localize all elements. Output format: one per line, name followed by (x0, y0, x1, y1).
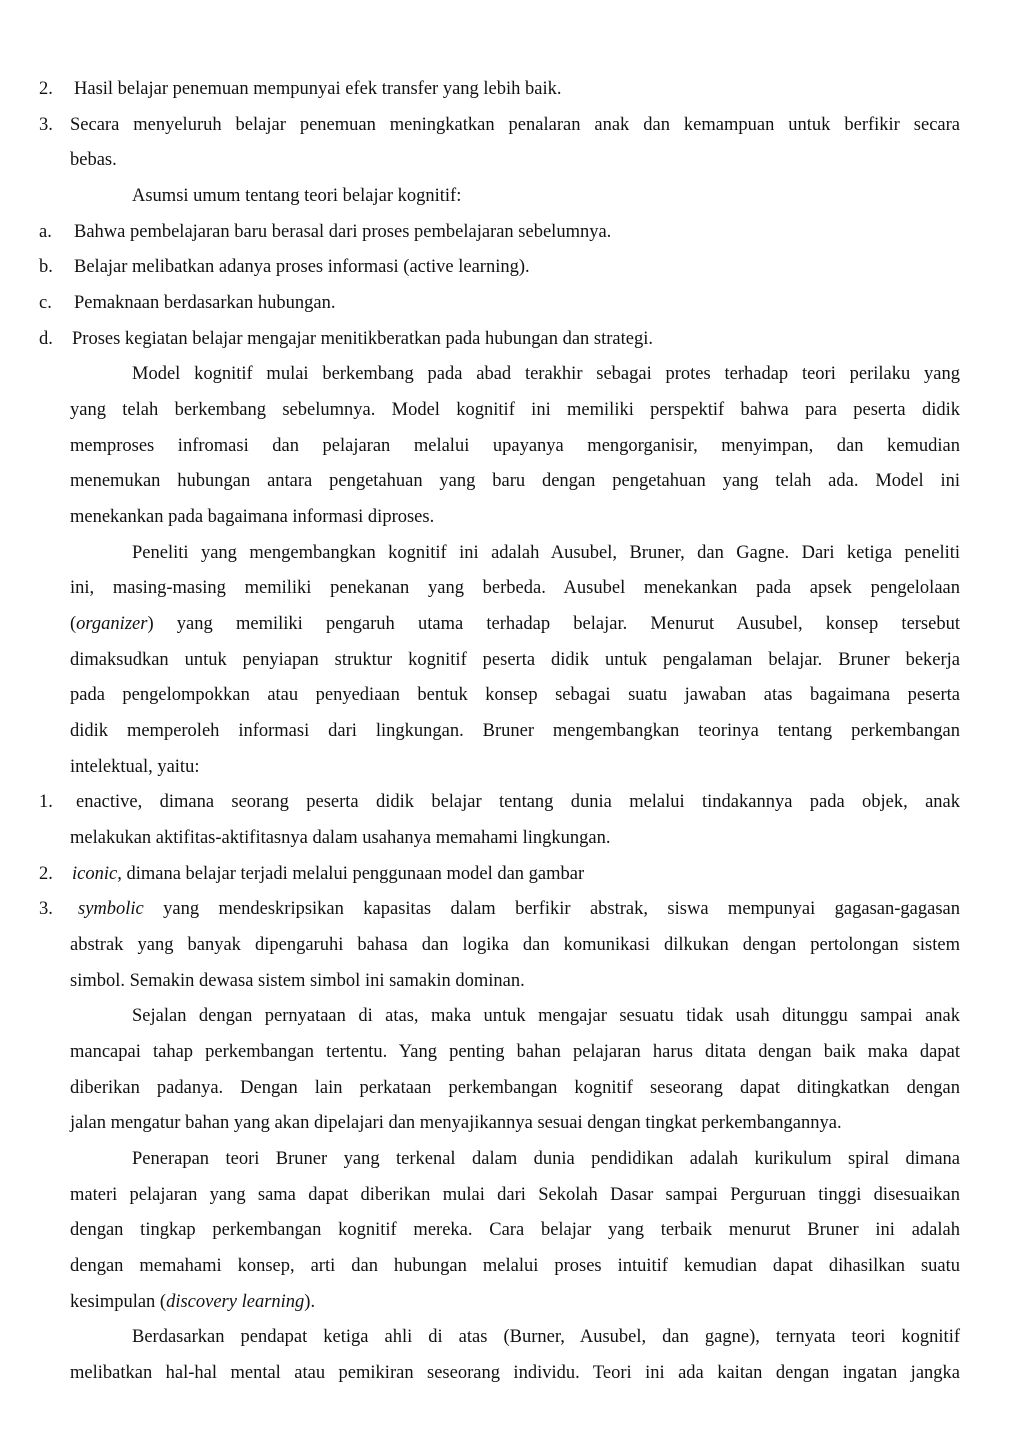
list-number: 2. (39, 79, 53, 99)
list-item-text: Pemaknaan berdasarkan hubungan. (74, 293, 336, 313)
list-item-text: Proses kegiatan belajar mengajar menitikberatkan pada hubungan dan strategi. (72, 329, 653, 349)
list-item-text: Belajar melibatkan adanya proses informasi (active learning). (74, 257, 530, 277)
paragraph-line: pada pengelompokkan atau penyediaan bentuk konsep sebagai suatu jawaban atas bagaimana peserta (70, 685, 960, 705)
list-number: 3. (39, 899, 53, 919)
paragraph-line: yang telah berkembang sebelumnya. Model kognitif ini memiliki perspektif bahwa para peserta didik (70, 400, 960, 420)
paragraph-line: menekankan pada bagaimana informasi diproses. (70, 507, 435, 527)
paragraph-line: Sejalan dengan pernyataan di atas, maka untuk mengajar sesuatu tidak usah ditunggu sampai anak (132, 1006, 960, 1026)
italic-term: discovery learning (166, 1292, 305, 1312)
italic-term: iconic, (72, 864, 122, 884)
list-item-text (72, 857, 962, 893)
paragraph-line: ini, masing-masing memiliki penekanan yang berbeda. Ausubel menekankan pada apsek pengelolaan (70, 578, 960, 598)
paragraph-line: Penerapan teori Bruner yang terkenal dalam dunia pendidikan adalah kurikulum spiral dimana (132, 1149, 960, 1169)
list-item-text: Bahwa pembelajaran baru berasal dari proses pembelajaran sebelumnya. (74, 222, 612, 242)
paragraph-text: ). (304, 1292, 316, 1312)
paragraph-line: materi pelajaran yang sama dapat diberikan mulai dari Sekolah Dasar sampai Perguruan tinggi disesuaikan (70, 1185, 960, 1205)
list-letter: b. (39, 257, 53, 277)
section-heading: Asumsi umum tentang teori belajar kognitif: (132, 186, 462, 206)
paragraph-line: diberikan padanya. Dengan lain perkataan perkembangan kognitif seseorang dapat ditingkatkan dengan (70, 1078, 960, 1098)
paragraph-text: kesimpulan ( (70, 1292, 167, 1312)
list-item-text: Secara menyeluruh belajar penemuan meningkatkan penalaran anak dan kemampuan untuk berfikir secara (70, 115, 960, 135)
paragraph-line: Peneliti yang mengembangkan kognitif ini adalah Ausubel, Bruner, dan Gagne. Dari ketiga peneliti (132, 543, 960, 563)
list-letter: d. (39, 329, 53, 349)
paragraph-line: melibatkan hal-hal mental atau pemikiran seseorang individu. Teori ini ada kaitan dengan ingatan jangka (70, 1363, 960, 1383)
paragraph-text: ) yang memiliki pengaruh utama terhadap belajar. Menurut Ausubel, konsep tersebut (147, 614, 960, 634)
list-item-text: abstrak yang banyak dipengaruhi bahasa dan logika dan komunikasi dilkukan dengan pertolongan sistem (70, 935, 960, 955)
list-item-text: melakukan aktifitas-aktifitasnya dalam usahanya memahami lingkungan. (70, 828, 611, 848)
list-number: 1. (39, 792, 53, 812)
list-item-text (76, 785, 960, 821)
italic-term: organizer (76, 614, 148, 634)
paragraph-line: mancapai tahap perkembangan tertentu. Yang penting bahan pelajaran harus ditata dengan baik maka dapat (70, 1042, 960, 1062)
italic-term: symbolic (78, 899, 144, 919)
paragraph-line: jalan mengatur bahan yang akan dipelajari dan menyajikannya sesuai dengan tingkat perkembangannya. (70, 1113, 842, 1133)
paragraph-line: menemukan hubungan antara pengetahuan yang baru dengan pengetahuan yang telah ada. Model ini (70, 471, 960, 491)
paragraph-line: Model kognitif mulai berkembang pada abad terakhir sebagai protes terhadap teori perilaku yang (132, 364, 960, 384)
paragraph-line: didik memperoleh informasi dari lingkungan. Bruner mengembangkan teorinya tentang perkembangan (70, 721, 960, 741)
paragraph-line: Berdasarkan pendapat ketiga ahli di atas (Burner, Ausubel, dan gagne), ternyata teori kognitif (132, 1327, 960, 1347)
list-item-text: bebas. (70, 150, 117, 170)
term: enactive, (76, 792, 143, 812)
list-item-text: Hasil belajar penemuan mempunyai efek transfer yang lebih baik. (74, 79, 562, 99)
list-letter: c. (39, 293, 52, 313)
list-item-rest: dimana belajar terjadi melalui penggunaan model dan gambar (121, 864, 585, 884)
paragraph-line (70, 607, 960, 643)
list-item-rest: yang mendeskripsikan kapasitas dalam berfikir abstrak, siswa mempunyai gagasan-gagasan (143, 899, 960, 919)
paragraph-line: intelektual, yaitu: (70, 757, 200, 777)
list-item-text (78, 892, 960, 928)
paragraph-line (70, 1285, 960, 1321)
paren-open: ( (70, 614, 77, 634)
paragraph-line: dimaksudkan untuk penyiapan struktur kognitif peserta didik untuk pengalaman belajar. Bruner bekerja (70, 650, 960, 670)
list-item-text: simbol. Semakin dewasa sistem simbol ini samakin dominan. (70, 971, 525, 991)
list-number: 2. (39, 864, 53, 884)
paragraph-line: dengan memahami konsep, arti dan hubungan melalui proses intuitif kemudian dapat dihasilkan suatu (70, 1256, 960, 1276)
list-letter: a. (39, 222, 52, 242)
list-item-rest: dimana seorang peserta didik belajar tentang dunia melalui tindakannya pada objek, anak (142, 792, 960, 812)
list-number: 3. (39, 115, 53, 135)
paragraph-line: dengan tingkap perkembangan kognitif mereka. Cara belajar yang terbaik menurut Bruner ini adalah (70, 1220, 960, 1240)
paragraph-line: memproses infromasi dan pelajaran melalui upayanya mengorganisir, menyimpan, dan kemudian (70, 436, 960, 456)
